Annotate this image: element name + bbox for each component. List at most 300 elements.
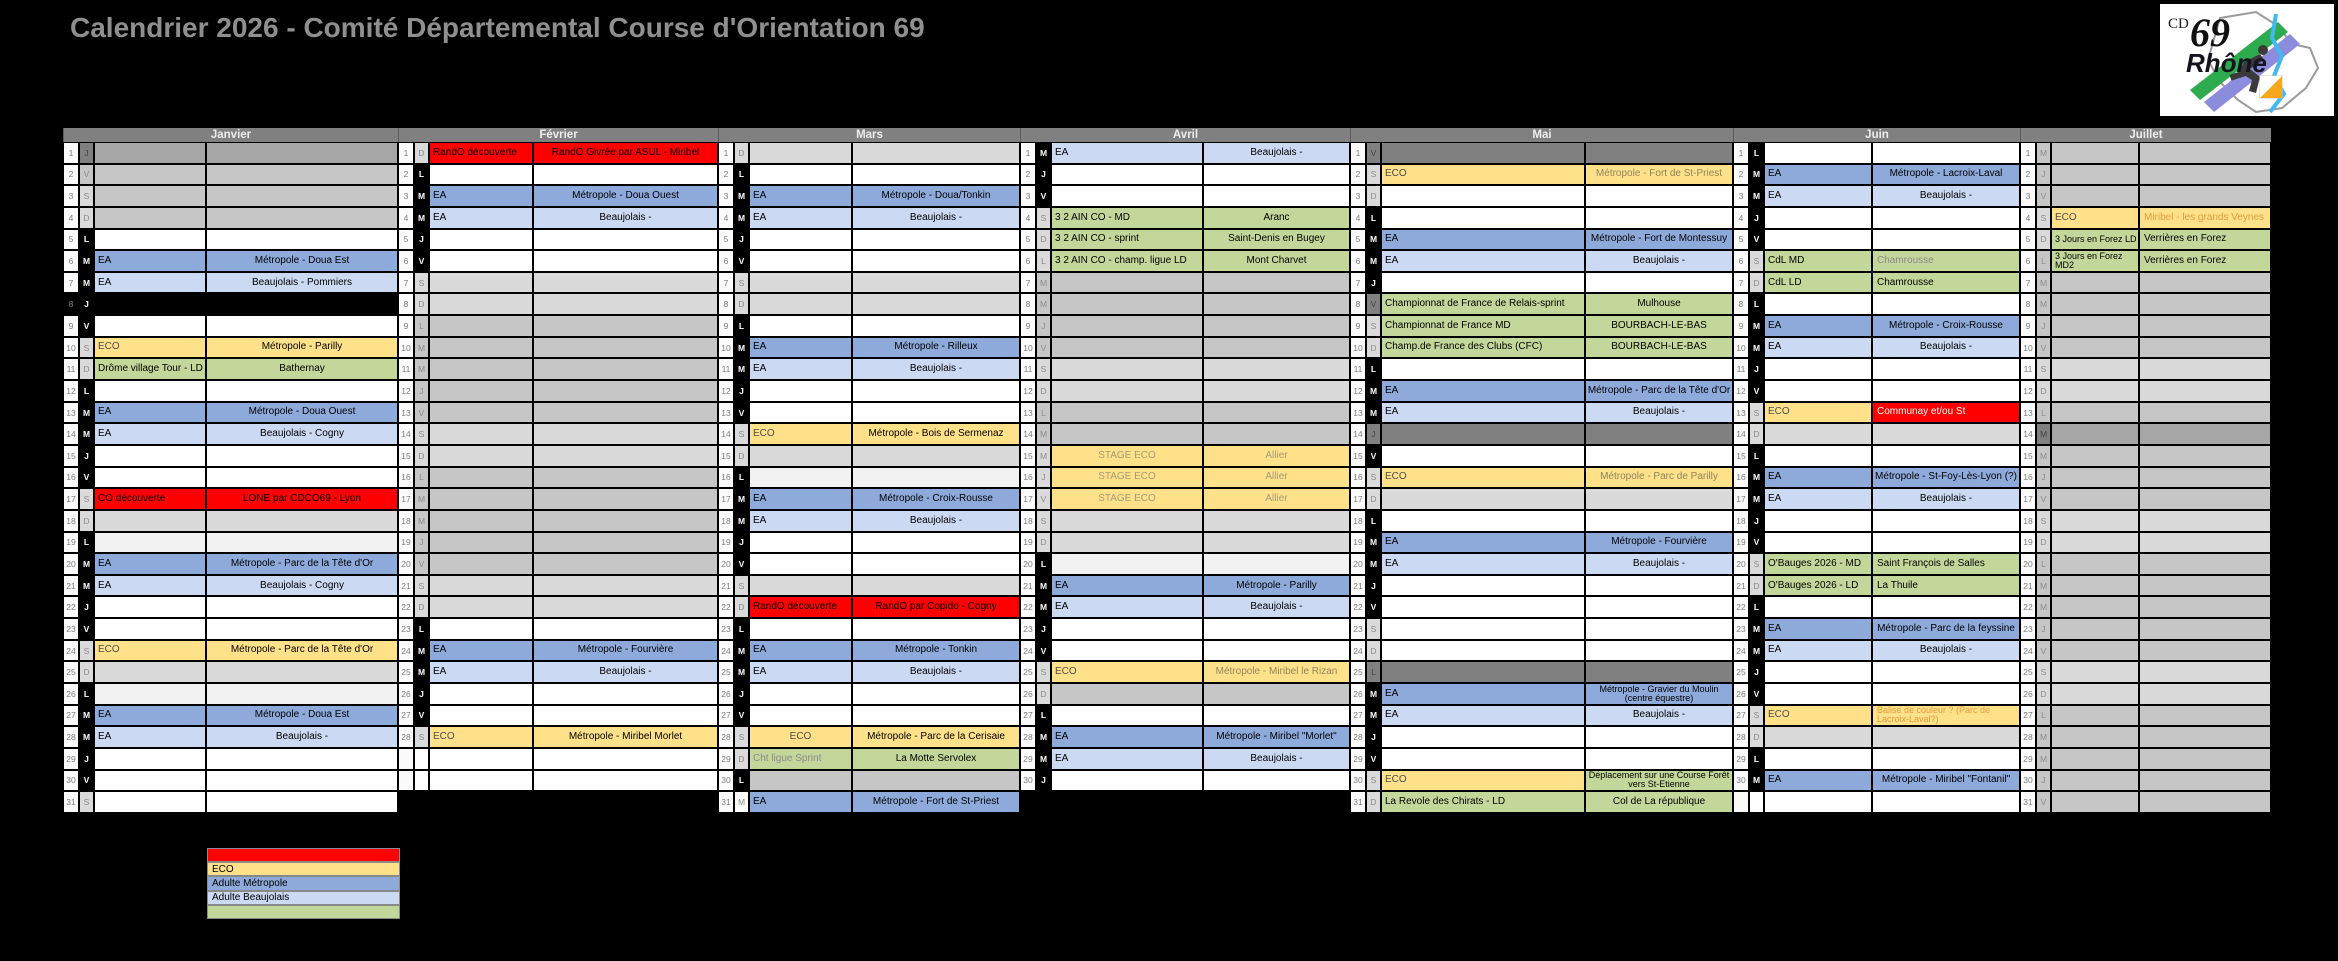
legend-item: Adulte Métropole (207, 876, 400, 890)
event-label (429, 229, 533, 251)
day-number: 14 (1350, 423, 1366, 445)
event-location: La Thuile (1872, 575, 2020, 597)
event-label (94, 596, 206, 618)
day-letter: D (1749, 272, 1764, 294)
day-letter: V (1749, 380, 1764, 402)
day-letter: V (1366, 748, 1381, 770)
event-label: EA (1051, 142, 1203, 164)
day-row (1733, 380, 2020, 402)
day-number: 29 (1733, 748, 1749, 770)
day-number: 24 (2020, 640, 2036, 662)
event-location: La Motte Servolex (852, 748, 1020, 770)
day-number: 25 (398, 661, 414, 683)
day-row (718, 705, 1020, 727)
event-label (94, 618, 206, 640)
event-location: Mulhouse (1585, 293, 1733, 315)
day-letter: J (734, 532, 749, 554)
day-row (1020, 748, 1350, 770)
day-letter: V (79, 618, 94, 640)
day-letter: M (79, 402, 94, 424)
day-number: 22 (398, 596, 414, 618)
event-location: Beaujolais - (533, 207, 718, 229)
day-row (398, 423, 718, 445)
day-letter: S (1749, 705, 1764, 727)
event-label (2051, 402, 2139, 424)
event-label (1764, 229, 1872, 251)
event-label (1381, 423, 1585, 445)
day-letter: V (79, 770, 94, 792)
day-letter: J (1036, 467, 1051, 489)
day-letter: S (1366, 618, 1381, 640)
day-row (398, 250, 718, 272)
event-location (206, 532, 398, 554)
event-label (749, 467, 852, 489)
event-label (1051, 164, 1203, 186)
day-letter: S (414, 726, 429, 748)
day-number: 10 (1733, 337, 1749, 359)
day-number: 21 (63, 575, 79, 597)
event-location: Métropole - Miribel "Fontanil" (1872, 770, 2020, 792)
day-row (1020, 293, 1350, 315)
day-number: 7 (718, 272, 734, 294)
day-row (718, 185, 1020, 207)
day-row (718, 229, 1020, 251)
day-number: 18 (1350, 510, 1366, 532)
event-label: 3 2 AIN CO - sprint (1051, 229, 1203, 251)
event-location (2139, 683, 2271, 705)
day-row (63, 185, 398, 207)
day-number: 5 (718, 229, 734, 251)
day-row (718, 250, 1020, 272)
day-number: 7 (1733, 272, 1749, 294)
logo-region-text: Rhône (2186, 48, 2267, 78)
day-letter: L (1749, 293, 1764, 315)
event-location: Métropole - Gravier du Moulin (centre équestre) (1585, 683, 1733, 705)
event-location (2139, 748, 2271, 770)
day-row (718, 337, 1020, 359)
day-number: 15 (2020, 445, 2036, 467)
event-location (206, 445, 398, 467)
day-number: 21 (2020, 575, 2036, 597)
day-number: 26 (718, 683, 734, 705)
day-row (1350, 250, 1733, 272)
day-letter: J (414, 229, 429, 251)
day-letter: D (734, 748, 749, 770)
event-location (852, 272, 1020, 294)
event-label (429, 380, 533, 402)
day-number: 5 (398, 229, 414, 251)
event-location: Beaujolais - (852, 661, 1020, 683)
day-number: 13 (1350, 402, 1366, 424)
event-location (1872, 532, 2020, 554)
day-row (1733, 575, 2020, 597)
event-label (1051, 358, 1203, 380)
day-row (1020, 315, 1350, 337)
event-location (533, 380, 718, 402)
day-row (1350, 596, 1733, 618)
day-number: 11 (63, 358, 79, 380)
event-label (2051, 553, 2139, 575)
day-letter: D (414, 293, 429, 315)
day-row (718, 207, 1020, 229)
event-label: EA (749, 791, 852, 813)
day-letter: L (734, 315, 749, 337)
event-location: Chamrousse (1872, 250, 2020, 272)
month-janvier (63, 128, 398, 813)
day-row (398, 770, 718, 792)
event-label (749, 293, 852, 315)
day-number: 9 (1020, 315, 1036, 337)
event-location: Métropole - Parc de la Cerisaie (852, 726, 1020, 748)
event-label (2051, 748, 2139, 770)
day-letter: J (2036, 467, 2051, 489)
event-label (429, 705, 533, 727)
event-label (2051, 661, 2139, 683)
event-location (1872, 229, 2020, 251)
day-number: 1 (1020, 142, 1036, 164)
event-label: EA (1381, 229, 1585, 251)
day-number: 2 (1733, 164, 1749, 186)
day-letter: J (414, 683, 429, 705)
day-letter: M (1036, 293, 1051, 315)
day-row (1020, 640, 1350, 662)
event-location (1203, 532, 1350, 554)
day-letter: M (1749, 770, 1764, 792)
day-row (63, 705, 398, 727)
day-row (718, 467, 1020, 489)
event-location: Métropole - Parc de la Tête d'Or (206, 640, 398, 662)
event-location (1585, 748, 1733, 770)
day-number: 18 (2020, 510, 2036, 532)
day-number: 18 (718, 510, 734, 532)
event-location (533, 748, 718, 770)
day-row (1020, 596, 1350, 618)
event-location (206, 293, 398, 315)
event-label: EA (749, 510, 852, 532)
day-number: 7 (1020, 272, 1036, 294)
day-number: 6 (718, 250, 734, 272)
day-number: 23 (718, 618, 734, 640)
event-label (1051, 770, 1203, 792)
day-letter: S (1366, 770, 1381, 792)
day-row (1733, 726, 2020, 748)
day-row (1350, 661, 1733, 683)
event-location (533, 250, 718, 272)
day-row (718, 445, 1020, 467)
day-row (1733, 250, 2020, 272)
event-label (749, 705, 852, 727)
event-label (749, 553, 852, 575)
event-label (749, 272, 852, 294)
day-number: 2 (398, 164, 414, 186)
day-number: 30 (1350, 770, 1366, 792)
event-label (94, 445, 206, 467)
day-row (1020, 337, 1350, 359)
event-location: Allier (1203, 445, 1350, 467)
event-location (2139, 770, 2271, 792)
day-number: 27 (718, 705, 734, 727)
day-number: 16 (1733, 467, 1749, 489)
event-location (2139, 402, 2271, 424)
day-row (1350, 142, 1733, 164)
day-row (1350, 272, 1733, 294)
event-label (749, 683, 852, 705)
event-label (1764, 596, 1872, 618)
event-label: EA (94, 575, 206, 597)
day-number: 23 (1020, 618, 1036, 640)
event-label (1051, 337, 1203, 359)
day-row (718, 532, 1020, 554)
day-number: 3 (718, 185, 734, 207)
day-letter: V (414, 250, 429, 272)
day-number: 14 (1020, 423, 1036, 445)
day-letter: M (414, 185, 429, 207)
day-row (718, 748, 1020, 770)
event-location (2139, 380, 2271, 402)
day-row (1733, 510, 2020, 532)
event-location (1203, 705, 1350, 727)
day-number: 2 (1350, 164, 1366, 186)
day-number: 29 (1020, 748, 1036, 770)
event-location (1203, 164, 1350, 186)
day-row (2020, 142, 2271, 164)
day-letter: D (414, 142, 429, 164)
event-location: Métropole - Fort de St-Priest (852, 791, 1020, 813)
day-number: 4 (398, 207, 414, 229)
day-letter: D (79, 661, 94, 683)
day-number: 14 (1733, 423, 1749, 445)
day-row (1020, 142, 1350, 164)
event-location (2139, 142, 2271, 164)
day-number: 22 (2020, 596, 2036, 618)
event-label: STAGE ECO (1051, 445, 1203, 467)
day-row (1733, 683, 2020, 705)
event-location (1872, 423, 2020, 445)
event-location (852, 445, 1020, 467)
event-label (749, 164, 852, 186)
legend-item (207, 848, 400, 862)
event-location (206, 142, 398, 164)
event-location (1872, 293, 2020, 315)
day-number: 20 (398, 553, 414, 575)
event-location (206, 207, 398, 229)
event-label: EA (1051, 748, 1203, 770)
day-row (1733, 770, 2020, 792)
day-number (398, 748, 414, 770)
day-number: 29 (1350, 748, 1366, 770)
day-letter: D (79, 207, 94, 229)
day-number: 26 (63, 683, 79, 705)
day-row (1733, 164, 2020, 186)
event-label (1381, 142, 1585, 164)
event-label: EA (94, 272, 206, 294)
event-label (1764, 423, 1872, 445)
event-label (429, 553, 533, 575)
event-location (1872, 661, 2020, 683)
day-row (1350, 467, 1733, 489)
day-number: 18 (398, 510, 414, 532)
event-label (429, 358, 533, 380)
event-label (1381, 185, 1585, 207)
day-letter: M (1036, 445, 1051, 467)
event-label (2051, 315, 2139, 337)
day-letter: V (79, 164, 94, 186)
day-row (398, 596, 718, 618)
day-row (1733, 488, 2020, 510)
day-row (63, 207, 398, 229)
day-row (398, 488, 718, 510)
day-number: 7 (398, 272, 414, 294)
day-number: 7 (63, 272, 79, 294)
day-number: 13 (1020, 402, 1036, 424)
day-number: 26 (1350, 683, 1366, 705)
event-label (1381, 596, 1585, 618)
day-letter: D (79, 510, 94, 532)
day-row (718, 380, 1020, 402)
event-label (94, 142, 206, 164)
day-letter: L (1749, 596, 1764, 618)
day-number: 9 (63, 315, 79, 337)
event-location (2139, 705, 2271, 727)
event-label (94, 164, 206, 186)
day-letter: V (1366, 596, 1381, 618)
day-number: 23 (1350, 618, 1366, 640)
event-label: Championnat de France de Relais-sprint (1381, 293, 1585, 315)
event-label (2051, 726, 2139, 748)
event-label (1381, 661, 1585, 683)
event-location (1585, 661, 1733, 683)
day-number: 5 (63, 229, 79, 251)
day-row (63, 358, 398, 380)
event-location (2139, 488, 2271, 510)
day-letter: M (2036, 272, 2051, 294)
day-row (718, 661, 1020, 683)
month-header: Avril (1020, 128, 1350, 142)
day-row (398, 293, 718, 315)
day-letter: S (1366, 164, 1381, 186)
day-letter: S (2036, 207, 2051, 229)
day-letter: M (734, 337, 749, 359)
event-label (429, 488, 533, 510)
day-letter: M (1366, 402, 1381, 424)
day-number: 20 (1350, 553, 1366, 575)
event-location (1872, 748, 2020, 770)
day-row (63, 553, 398, 575)
day-number: 16 (1020, 467, 1036, 489)
event-location (1872, 207, 2020, 229)
day-letter: V (2036, 488, 2051, 510)
day-letter: S (1749, 250, 1764, 272)
day-row (2020, 185, 2271, 207)
day-row (63, 402, 398, 424)
day-row (718, 423, 1020, 445)
day-row (1733, 596, 2020, 618)
event-label: EA (1764, 488, 1872, 510)
event-location: Beaujolais - (852, 358, 1020, 380)
event-label: Cht ligue Sprint (749, 748, 852, 770)
event-location: Mont Charvet (1203, 250, 1350, 272)
day-letter: J (1366, 726, 1381, 748)
day-letter: M (1036, 423, 1051, 445)
day-row (63, 683, 398, 705)
event-location: Allier (1203, 488, 1350, 510)
day-letter: M (2036, 726, 2051, 748)
event-label (1764, 358, 1872, 380)
day-number: 28 (1733, 726, 1749, 748)
day-row (718, 683, 1020, 705)
day-letter: M (1749, 640, 1764, 662)
day-letter: V (734, 402, 749, 424)
day-letter: J (79, 596, 94, 618)
day-letter: L (1749, 748, 1764, 770)
day-row (2020, 683, 2271, 705)
day-number: 3 (398, 185, 414, 207)
event-label (2051, 272, 2139, 294)
event-location (852, 618, 1020, 640)
event-location (1585, 445, 1733, 467)
day-row (1350, 380, 1733, 402)
day-letter: L (1366, 358, 1381, 380)
day-letter: J (1749, 207, 1764, 229)
day-number: 13 (1733, 402, 1749, 424)
day-row (398, 229, 718, 251)
day-number: 16 (398, 467, 414, 489)
event-label (1381, 726, 1585, 748)
day-letter: M (734, 207, 749, 229)
day-letter: S (1366, 467, 1381, 489)
event-location: Métropole - Fourvière (533, 640, 718, 662)
day-number: 19 (63, 532, 79, 554)
day-letter: L (414, 467, 429, 489)
day-number: 28 (1350, 726, 1366, 748)
day-row (398, 358, 718, 380)
event-location: Beaujolais - (1585, 553, 1733, 575)
day-number: 31 (718, 791, 734, 813)
day-letter: D (2036, 229, 2051, 251)
day-row (2020, 358, 2271, 380)
day-number: 20 (2020, 553, 2036, 575)
event-label (1381, 510, 1585, 532)
event-location: Métropole - Parc de la Tête d'Or (206, 553, 398, 575)
day-number: 10 (398, 337, 414, 359)
event-label: EA (1381, 402, 1585, 424)
day-letter: L (1036, 705, 1051, 727)
day-letter: M (734, 791, 749, 813)
event-label (1381, 207, 1585, 229)
day-letter: M (2036, 423, 2051, 445)
event-location (1585, 596, 1733, 618)
day-letter: M (414, 358, 429, 380)
event-label (2051, 142, 2139, 164)
day-number: 15 (718, 445, 734, 467)
day-row (398, 532, 718, 554)
event-label (429, 315, 533, 337)
day-row (718, 791, 1020, 813)
day-number: 12 (63, 380, 79, 402)
day-number: 22 (1733, 596, 1749, 618)
day-number (398, 770, 414, 792)
day-number: 28 (63, 726, 79, 748)
event-label: STAGE ECO (1051, 488, 1203, 510)
day-row (398, 661, 718, 683)
day-row (1350, 445, 1733, 467)
day-row (63, 748, 398, 770)
event-label: EA (1764, 315, 1872, 337)
day-letter: V (79, 467, 94, 489)
day-row (398, 726, 718, 748)
day-number: 20 (1020, 553, 1036, 575)
event-label (2051, 293, 2139, 315)
